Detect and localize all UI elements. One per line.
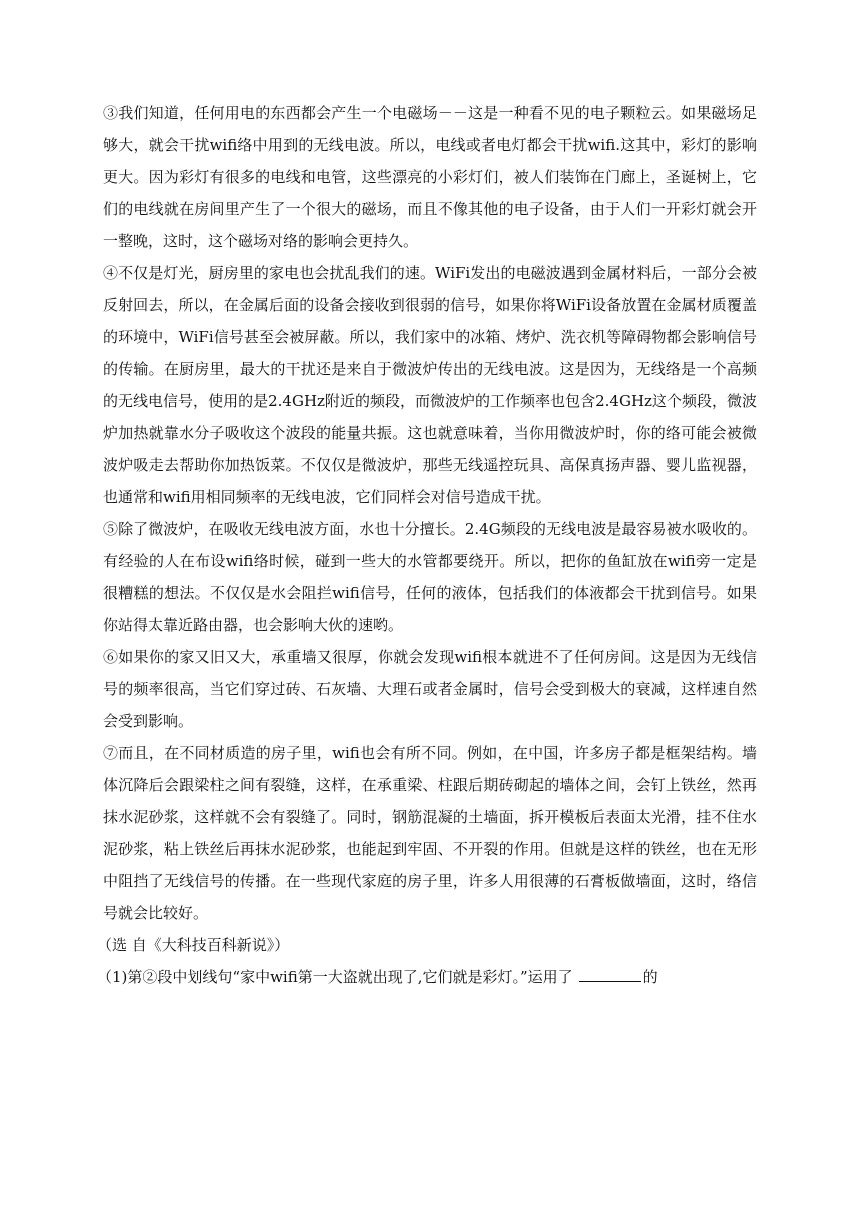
paragraph-3: ③我们知道，任何用电的东西都会产生一个电磁场－－这是一种看不见的电子颗粒云。如果磁场足够大，就会干扰wifi络中用到的无线电波。所以，电线或者电灯都会干扰wifi.这其中，彩灯的影响更大。因为彩灯有很多的电线和电管，这些漂亮的小彩灯们，被人们装饰在门廊上，圣诞树上，它们的电线就在房间里产生了一个很大的磁场，而且不像其他的电子设备，由于人们一开彩灯就会开一整晚，这时，这个磁场对络的影响会更持久。 — [103, 104, 757, 250]
document-page — [97, 97, 757, 993]
answer-blank[interactable] — [579, 963, 641, 982]
paragraph-5: ⑤除了微波炉，在吸收无线电波方面，水也十分擅长。2.4G频段的无线电波是最容易被水吸收的。有经验的人在布设wifi络时候，碰到一些大的水管都要绕开。所以，把你的鱼缸放在wifi旁一定是很糟糕的想法。不仅仅是水会阻拦wifi信号，任何的液体，包括我们的体液都会干扰到信号。如果你站得太靠近路由器，也会影响大伙的速哟。 — [103, 520, 757, 634]
paragraph-4: ④不仅是灯光，厨房里的家电也会扰乱我们的速。WiFi发出的电磁波遇到金属材料后，一部分会被反射回去，所以，在金属后面的设备会接收到很弱的信号，如果你将WiFi设备放置在金属材质覆盖的环境中，WiFi信号甚至会被屏蔽。所以，我们家中的冰箱、烤炉、洗衣机等障碍物都会影响信号的传输。在厨房里，最大的干扰还是来自于微波炉传出的无线电波。这是因为，无线络是一个高频的无线电信号，使用的是2.4GHz附近的频段，而微波炉的工作频率也包含2.4GHz这个频段，微波炉加热就靠水分子吸收这个波段的能量共振。这也就意味着，当你用微波炉时，你的络可能会被微波炉吸走去帮助你加热饭菜。不仅仅是微波炉，那些无线遥控玩具、高保真扬声器、婴儿监视器，也通常和wifi用相同频率的无线电波，它们同样会对信号造成干扰。 — [103, 264, 757, 506]
source-citation: （选 自《大科技百科新说》） — [97, 936, 290, 954]
question-1-suffix: 的 — [642, 968, 658, 986]
paragraph-7: ⑦而且，在不同材质造的房子里，wifi也会有所不同。例如，在中国，许多房子都是框架结构。墙体沉降后会跟梁柱之间有裂缝，这样，在承重梁、柱跟后期砖砌起的墙体之间，会钉上铁丝，然再抹水泥砂浆，这样就不会有裂缝了。同时，钢筋混凝的土墙面，拆开模板后表面太光滑，挂不住水泥砂浆，粘上铁丝后再抹水泥砂浆，也能起到牢固、不开裂的作用。但就是这样的铁丝，也在无形中阻挡了无线信号的传播。在一些现代家庭的房子里，许多人用很薄的石膏板做墙面，这时，络信号就会比较好。 — [103, 744, 757, 922]
question-1-text: （1)第②段中划线句“家中wifi第一大盗就出现了,它们就是彩灯。”运用了 — [97, 968, 573, 986]
paragraph-6: ⑥如果你的家又旧又大，承重墙又很厚，你就会发现wifi根本就进不了任何房间。这是因为无线信号的频率很高，当它们穿过砖、石灰墙、大理石或者金属时，信号会受到极大的衰减，这样速自然会受到影响。 — [103, 648, 757, 730]
question-1 — [97, 961, 757, 993]
